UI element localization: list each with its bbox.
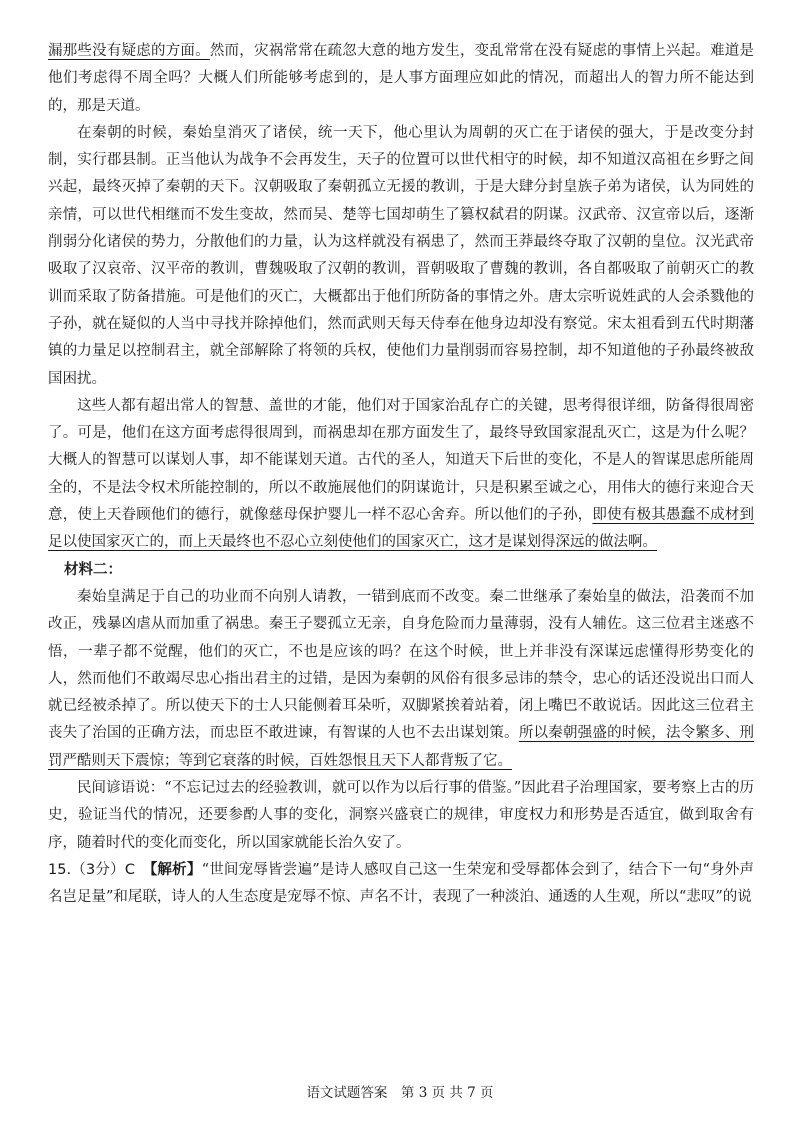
underlined-sentence: 漏那些没有疑虑的方面。 [48,43,210,59]
page-footer: 语文试题答案 第 3 页 共 7 页 [306,1085,494,1101]
paragraph-3 [48,393,754,557]
answer-choice: C [124,861,135,878]
question-score: （3分） [71,861,125,878]
underlined-sentence: 所以秦朝强盛的时候，法令繁多、刑罚严酷则天下震惊；等到它衰落的时候，百姓怨恨且天下人都背叛了它。 [48,725,755,769]
paragraph-3-text: 这些人都有超出常人的智慧、盖世的才能，他们对于国家治乱存亡的关键，思考得很详细，防备得很周密了。可是，他们在这方面考虑得很周到，而祸患却在那方面发生了，最终导致国家混乱灭亡，这是为什么呢？大概人的智慧可以谋划人事，却不能谋划天道。古代的圣人，知道天下后世的变化，不是人的智谋思虑所能周全的，不是法令权术所能控制的，所以不敢施展他们的阴谋诡计，只是积累至诚之心，用伟大的德行来迎合天意，使上天眷顾他们的德行，就像慈母保护婴儿一样不忍心舍弃。所以他们的子孙， [48,397,754,524]
paragraph-4-text: 秦始皇满足于自己的功业而不向别人请教，一错到底而不改变。秦二世继承了秦始皇的做法，沿袭而不加改正，残暴凶虐从而加重了祸患。秦王子婴孤立无亲，自身危险而力量薄弱，没有人辅佐。这三位君主迷惑不悟，一辈子都不觉醒，他们的灭亡，不也是应该的吗？在这个时候，世上并非没有深谋远虑懂得形势变化的人，然而他们不敢竭尽忠心指出君主的过错，是因为秦朝的风俗有很多忌讳的禁令，忠心的话还没说出口而人就已经被杀掉了。所以使天下的士人只能侧着耳朵听，双脚紧挨着站着，闭上嘴巴不敢说话。因此这三位君主丧失了治国的正确方法，而忠臣不敢进谏，有智谋的人也不去出谋划策。 [48,588,754,742]
paragraph-5: 民间谚语说：“不忘记过去的经验教训，就可以作为以后行事的借鉴。”因此君子治理国家，要考察上古的历史，验证当代的情况，还要参酌人事的变化，洞察兴盛衰亡的规律，审度权力和形势是否适宜，做到取舍有序，随着时代的变化而变化，所以国家就能长治久安了。 [48,780,754,851]
analysis-text: “世间宠辱皆尝遍”是诗人感叹自己这一生荣宠和受辱都体会到了，结合下一句“身外声名岂足量”和尾联，诗人的人生态度是宠辱不惊、声名不计，表现了一种淡泊、通透的人生观，所以“悲叹”的说 [48,861,755,906]
material-two-heading: 材料二： [64,561,122,578]
answer-15 [48,857,754,912]
paragraph-1 [48,38,754,120]
question-number: 15. [48,861,72,878]
paragraph-4 [48,584,754,775]
paragraph-1-text: 然而，灾祸常常在疏忽大意的地方发生，变乱常常在没有疑虑的事情上兴起。难道是他们考虑得不周全吗？大概人们所能够考虑到的，是人事方面理应如此的情况，而超出人的智力所不能达到的，那是天道。 [48,43,755,114]
underlined-sentence: 即使有极其愚蠢不成材到足以使国家灭亡的，而上天最终也不忍心立刻使他们的国家灭亡，这才是谋划得深远的做法啊。 [48,507,755,551]
analysis-tag: 【解析】 [149,861,202,878]
paragraph-2: 在秦朝的时候，秦始皇消灭了诸侯，统一天下，他心里认为周朝的灭亡在于诸侯的强大，于是改变分封制，实行郡县制。正当他认为战争不会再发生，天子的位置可以世代相守的时候，却不知道汉高祖在乡野之间兴起，最终灭掉了秦朝的天下。汉朝吸取了秦朝孤立无援的教训，于是大肆分封皇族子弟为诸侯，认为同姓的亲情，可以世代相继而不发生变故，然而吴、楚等七国却萌生了篡权弑君的阴谋。汉武帝、汉宣帝以后，逐渐削弱分化诸侯的势力，分散他们的力量，认为这样就没有祸患了，然而王莽最终夺取了汉朝的皇位。汉光武帝吸取了汉哀帝、汉平帝的教训，曹魏吸取了汉朝的教训，晋朝吸取了曹魏的教训，各自都吸取了前朝灭亡的教训而采取了防备措施。可是他们的灭亡，大概都出于他们所防备的事情之外。唐太宗听说姓武的人会杀戮他的子孙，就在疑似的人当中寻找并除掉他们，然而武则天每天侍奉在他身边却没有察觉。宋太祖看到五代时期藩镇的力量足以控制君主，就全部解除了将领的兵权，使他们力量削弱而容易控制，却不知道他的子孙最终被敌国困扰。 [48,124,754,387]
answer-content [48,38,754,912]
